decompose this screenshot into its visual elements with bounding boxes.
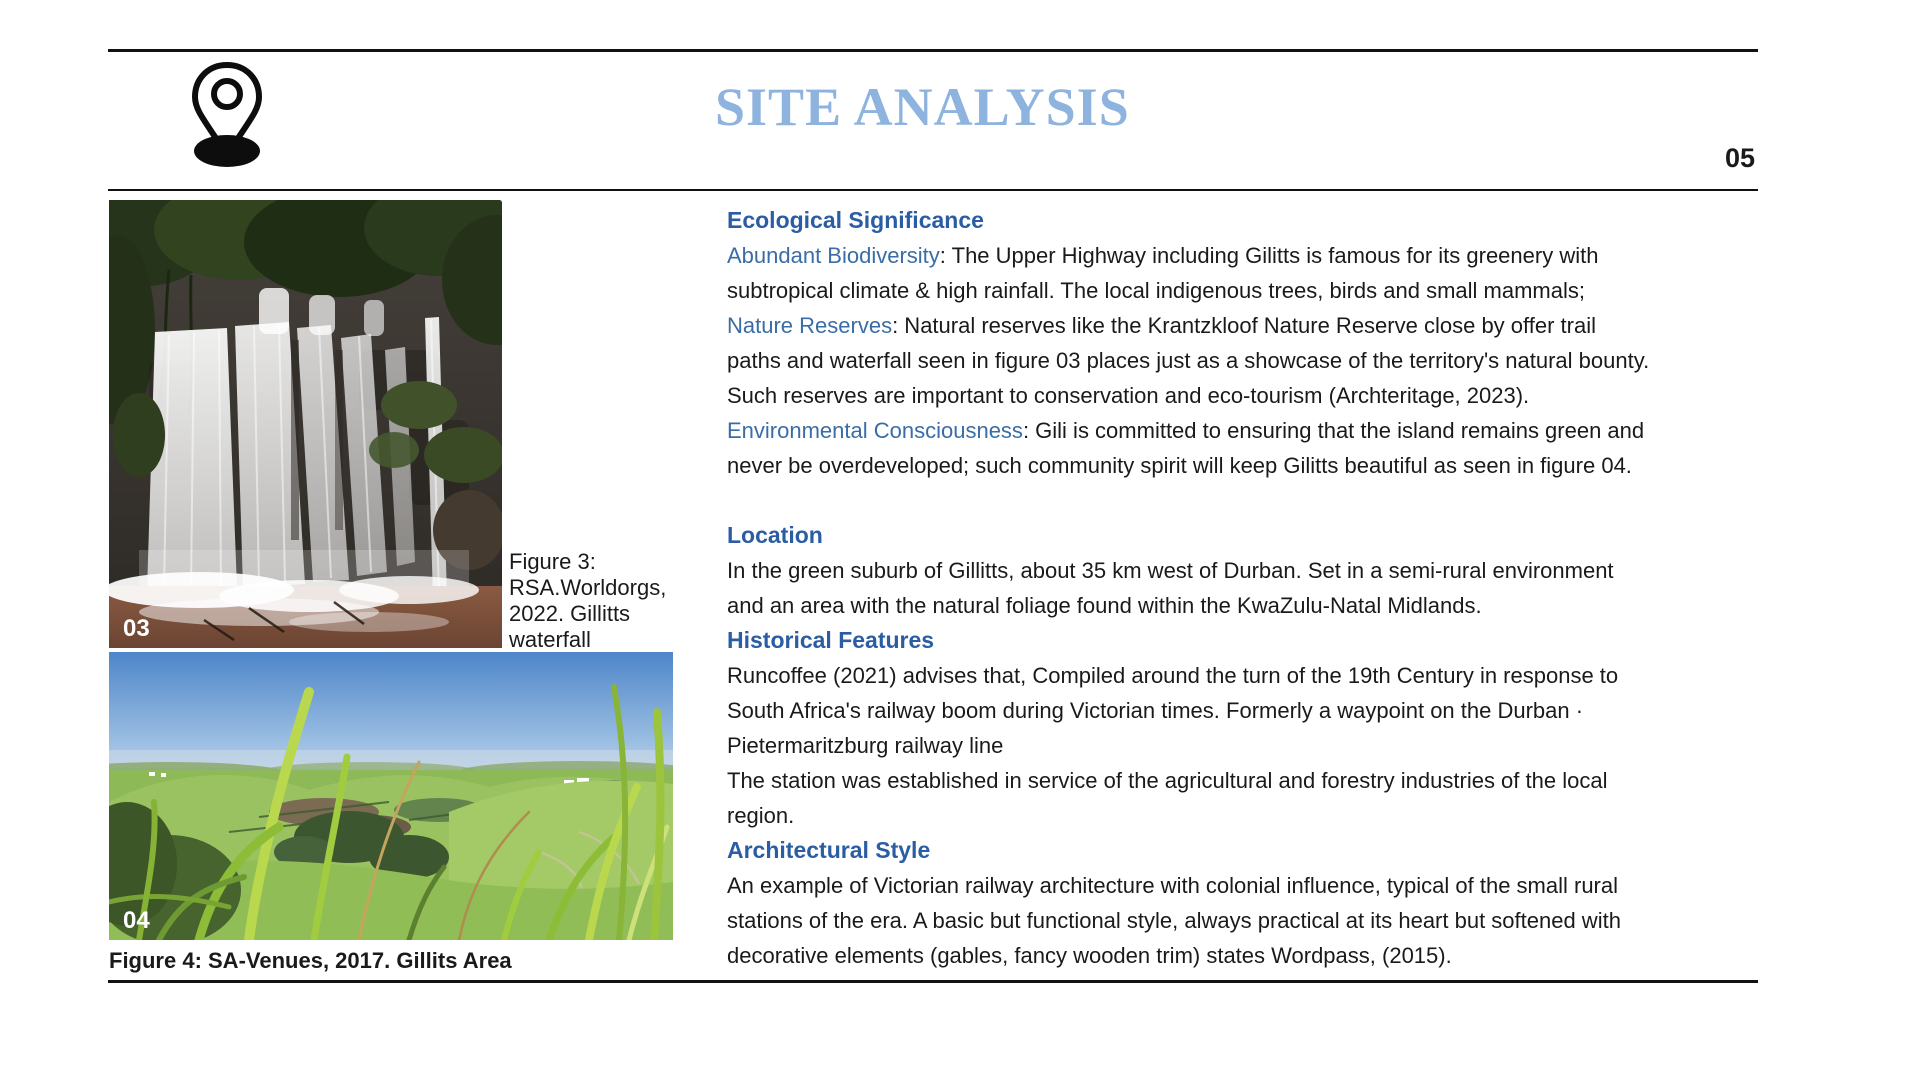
section-heading: Location	[727, 522, 823, 548]
body-line	[727, 553, 1817, 588]
body-line	[727, 378, 1817, 413]
body-line	[727, 903, 1817, 938]
figure-3-caption-line: RSA.Worldorgs,	[509, 575, 667, 600]
page-number: 05	[1724, 143, 1755, 173]
body-text: In the green suburb of Gillitts, about 35 km west of Durban. Set in a semi-rural environment	[727, 558, 1614, 583]
body-text: region.	[727, 803, 795, 828]
body-text: South Africa's railway boom during Victorian times. Formerly a waypoint on the Durban ·	[727, 698, 1584, 723]
figure-3-caption-line: 2022. Gillitts	[509, 601, 631, 626]
body-line	[727, 413, 1817, 448]
header-divider-rule	[108, 189, 1758, 191]
section-heading: Ecological Significance	[727, 207, 984, 233]
body-line	[727, 448, 1817, 483]
body-text: Such reserves are important to conservation and eco-tourism (Archteritage, 2023).	[727, 383, 1530, 408]
body-text: : The Upper Highway including Gilitts is famous for its greenery with	[939, 243, 1599, 268]
hills-photo	[109, 652, 673, 940]
body-line	[727, 938, 1817, 973]
body-line	[727, 238, 1817, 273]
body-text: Pietermaritzburg railway line	[727, 733, 1004, 758]
body-line	[727, 273, 1817, 308]
waterfall-illustration	[109, 200, 502, 648]
bottom-rule	[108, 980, 1758, 983]
text-section	[727, 518, 1817, 623]
body-line	[727, 658, 1817, 693]
body-text: The station was established in service of the agricultural and forestry industries of the local	[727, 768, 1608, 793]
content-sections	[727, 203, 1817, 973]
body-line	[727, 308, 1817, 343]
body-text: : Natural reserves like the Krantzkloof Nature Reserve close by offer trail	[892, 313, 1596, 338]
body-line	[727, 763, 1817, 798]
body-text: decorative elements (gables, fancy wooden trim) states Wordpass, (2015).	[727, 943, 1452, 968]
body-text: and an area with the natural foliage found within the KwaZulu-Natal Midlands.	[727, 593, 1482, 618]
body-line	[727, 343, 1817, 378]
body-line	[727, 728, 1817, 763]
body-text: An example of Victorian railway architecture with colonial influence, typical of the small rural	[727, 873, 1619, 898]
inline-highlight-text: Environmental Consciousness	[727, 418, 1023, 443]
text-section	[727, 203, 1817, 483]
text-section	[727, 623, 1817, 833]
location-pin-icon	[186, 58, 268, 170]
hills-illustration	[109, 652, 673, 940]
page-title: SITE ANALYSIS	[715, 77, 1130, 137]
figure-3-caption	[509, 549, 699, 653]
section-heading: Architectural Style	[727, 837, 931, 863]
inline-highlight-text: Nature Reserves	[727, 313, 893, 338]
body-text: stations of the era. A basic but functional style, always practical at its heart but softened with	[727, 908, 1621, 933]
body-text: subtropical climate & high rainfall. The local indigenous trees, birds and small mammals;	[727, 278, 1585, 303]
figure-4-overlay-number: 04	[123, 907, 150, 934]
body-text: never be overdeveloped; such community spirit will keep Gilitts beautiful as seen in figure 04.	[727, 453, 1632, 478]
body-text: paths and waterfall seen in figure 03 places just as a showcase of the territory's natural bounty.	[727, 348, 1650, 373]
body-line	[727, 868, 1817, 903]
body-line	[727, 693, 1817, 728]
figure-3-caption-line: waterfall	[509, 627, 591, 652]
figure-3-caption-line: Figure 3:	[509, 549, 596, 574]
top-rule	[108, 49, 1758, 52]
figure-3-overlay-number: 03	[123, 615, 150, 642]
section-heading: Historical Features	[727, 627, 935, 653]
waterfall-photo	[109, 200, 502, 648]
body-text: : Gili is committed to ensuring that the island remains green and	[1022, 418, 1645, 443]
body-text: Runcoffee (2021) advises that, Compiled around the turn of the 19th Century in response to	[727, 663, 1619, 688]
location-pin-graphic	[186, 58, 268, 170]
body-line	[727, 798, 1817, 833]
inline-highlight-text: Abundant Biodiversity	[727, 243, 940, 268]
text-section	[727, 833, 1817, 973]
body-line	[727, 588, 1817, 623]
figure-4-caption: Figure 4: SA-Venues, 2017. Gillits Area	[109, 948, 512, 973]
